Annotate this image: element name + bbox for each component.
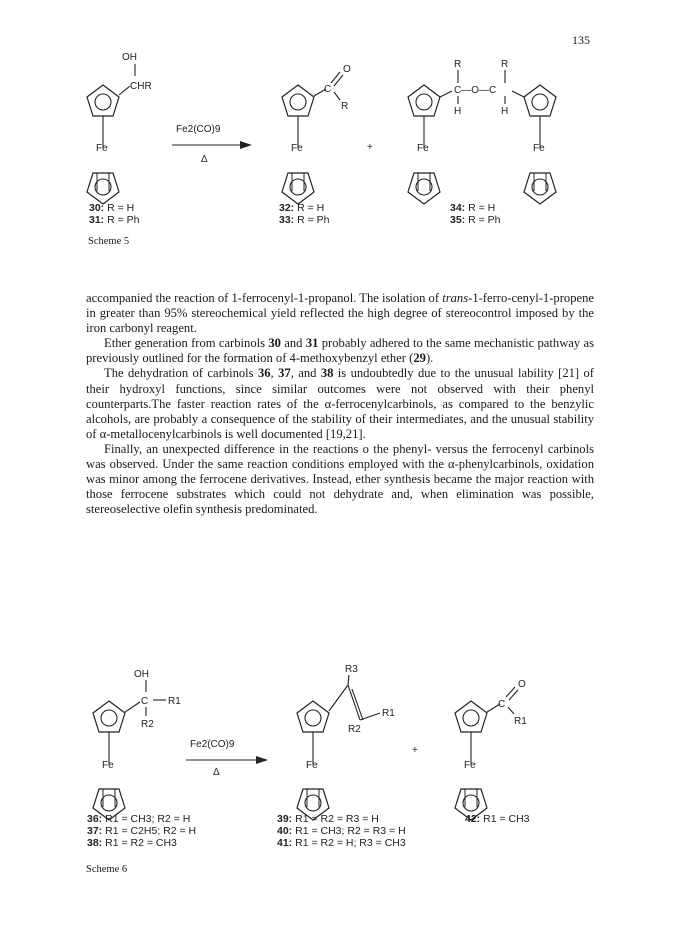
svg-text:Fe: Fe [533,143,545,154]
plus-sign: + [367,142,373,153]
page-number: 135 [572,33,590,47]
svg-text:Δ: Δ [201,154,208,165]
paragraph: Ether generation from carbinols 30 and 31 probably adhered to the same mechanistic pathway as previously outlined for the formation of 4-methoxybenzyl ether (29). [86,336,594,366]
svg-text:H: H [501,106,509,117]
svg-text:R: R [341,101,349,112]
svg-text:Fe: Fe [291,143,303,154]
svg-text:O: O [343,64,351,75]
svg-text:R1: R1 [168,696,181,707]
diferrocenyl-ether-structure [408,59,556,204]
svg-text:R: R [454,59,462,70]
svg-text:Fe2(CO)9: Fe2(CO)9 [190,739,235,750]
svg-text:Fe: Fe [417,143,429,154]
svg-text:R2: R2 [348,724,361,735]
ferrocene-carbinol-structure [87,52,152,204]
svg-text:C: C [141,696,149,707]
svg-text:CHR: CHR [130,81,152,92]
reaction-arrow [172,124,252,165]
svg-text:H: H [454,106,462,117]
svg-text:R1: R1 [382,708,395,719]
svg-text:OH: OH [134,669,149,680]
ferrocenyl-ketone-structure [455,679,527,820]
scheme5-label-34-35: 34: R = H 35: R = Ph [450,202,501,226]
svg-text:OH: OH [122,52,137,63]
reaction-arrow [186,739,268,778]
body-text [86,291,594,517]
ferrocenyl-ketone-structure [282,64,351,204]
svg-text:R1: R1 [514,716,527,727]
svg-text:R3: R3 [345,664,358,675]
svg-text:O: O [518,679,526,690]
scheme6-caption: Scheme 6 [86,864,128,875]
paragraph: The dehydration of carbinols 36, 37, and 38 is undoubtedly due to the unusual lability [21] of their hydroxyl functions, since similar outcomes were not observed with their phenyl counterparts.The faster reaction rates of the α-ferrocenylcarbinols, as compared to the benzylic alcohols, are probably a consequence of the stability of their intermediates, and the unusual stability of α-metallocenylcarbinols is well documented [19,21]. [86,366,594,441]
paragraph: Finally, an unexpected difference in the reactions o the phenyl- versus the ferrocenyl carbinols was observed. Under the same reaction conditions employed with the α-phenylcarbinols, oxidation was minor among the ferrocene derivatives. Instead, ether synthesis became the major reaction with those ferrocene substrates which could not dehydrate and, when elimination was possible, stereoselective olefin synthesis predominated. [86,441,594,517]
paragraph: accompanied the reaction of 1-ferrocenyl-1-propanol. The isolation of trans-1-ferro-cenyl-1-propene in greater than 95% stereochemical yield reflected the high degree of stereocontrol imposed by the iron carbonyl reagent. [86,291,594,336]
svg-text:R2: R2 [141,719,154,730]
svg-text:Fe: Fe [96,143,108,154]
svg-text:C—O—C: C—O—C [454,85,497,96]
ferrocenyl-olefin-structure [297,664,395,820]
scheme5-label-32-33: 32: R = H 33: R = Ph [279,202,330,226]
svg-text:R: R [501,59,509,70]
scheme6-label-42: 42: R1 = CH3 [465,813,530,825]
scheme6-label-36-38: 36: R1 = CH3; R2 = H 37: R1 = C2H5; R2 = H 38: R1 = R2 = CH3 [87,813,197,849]
scheme5-caption: Scheme 5 [88,236,130,247]
scheme5-label-30-31: 30: R = H 31: R = Ph [89,202,140,226]
svg-text:C: C [324,84,332,95]
svg-text:C: C [498,699,506,710]
svg-text:Fe: Fe [102,760,114,771]
scheme6-graphic [0,650,680,930]
scheme6-label-39-41: 39: R1 = R2 = R3 = H 40: R1 = CH3; R2 = R3 = H 41: R1 = R2 = H; R3 = CH3 [277,813,406,849]
svg-text:Fe: Fe [464,760,476,771]
svg-text:Δ: Δ [213,767,220,778]
ferrocenyl-carbinol-structure [93,669,181,820]
plus-sign: + [412,745,418,756]
svg-text:Fe2(CO)9: Fe2(CO)9 [176,124,221,135]
svg-text:Fe: Fe [306,760,318,771]
